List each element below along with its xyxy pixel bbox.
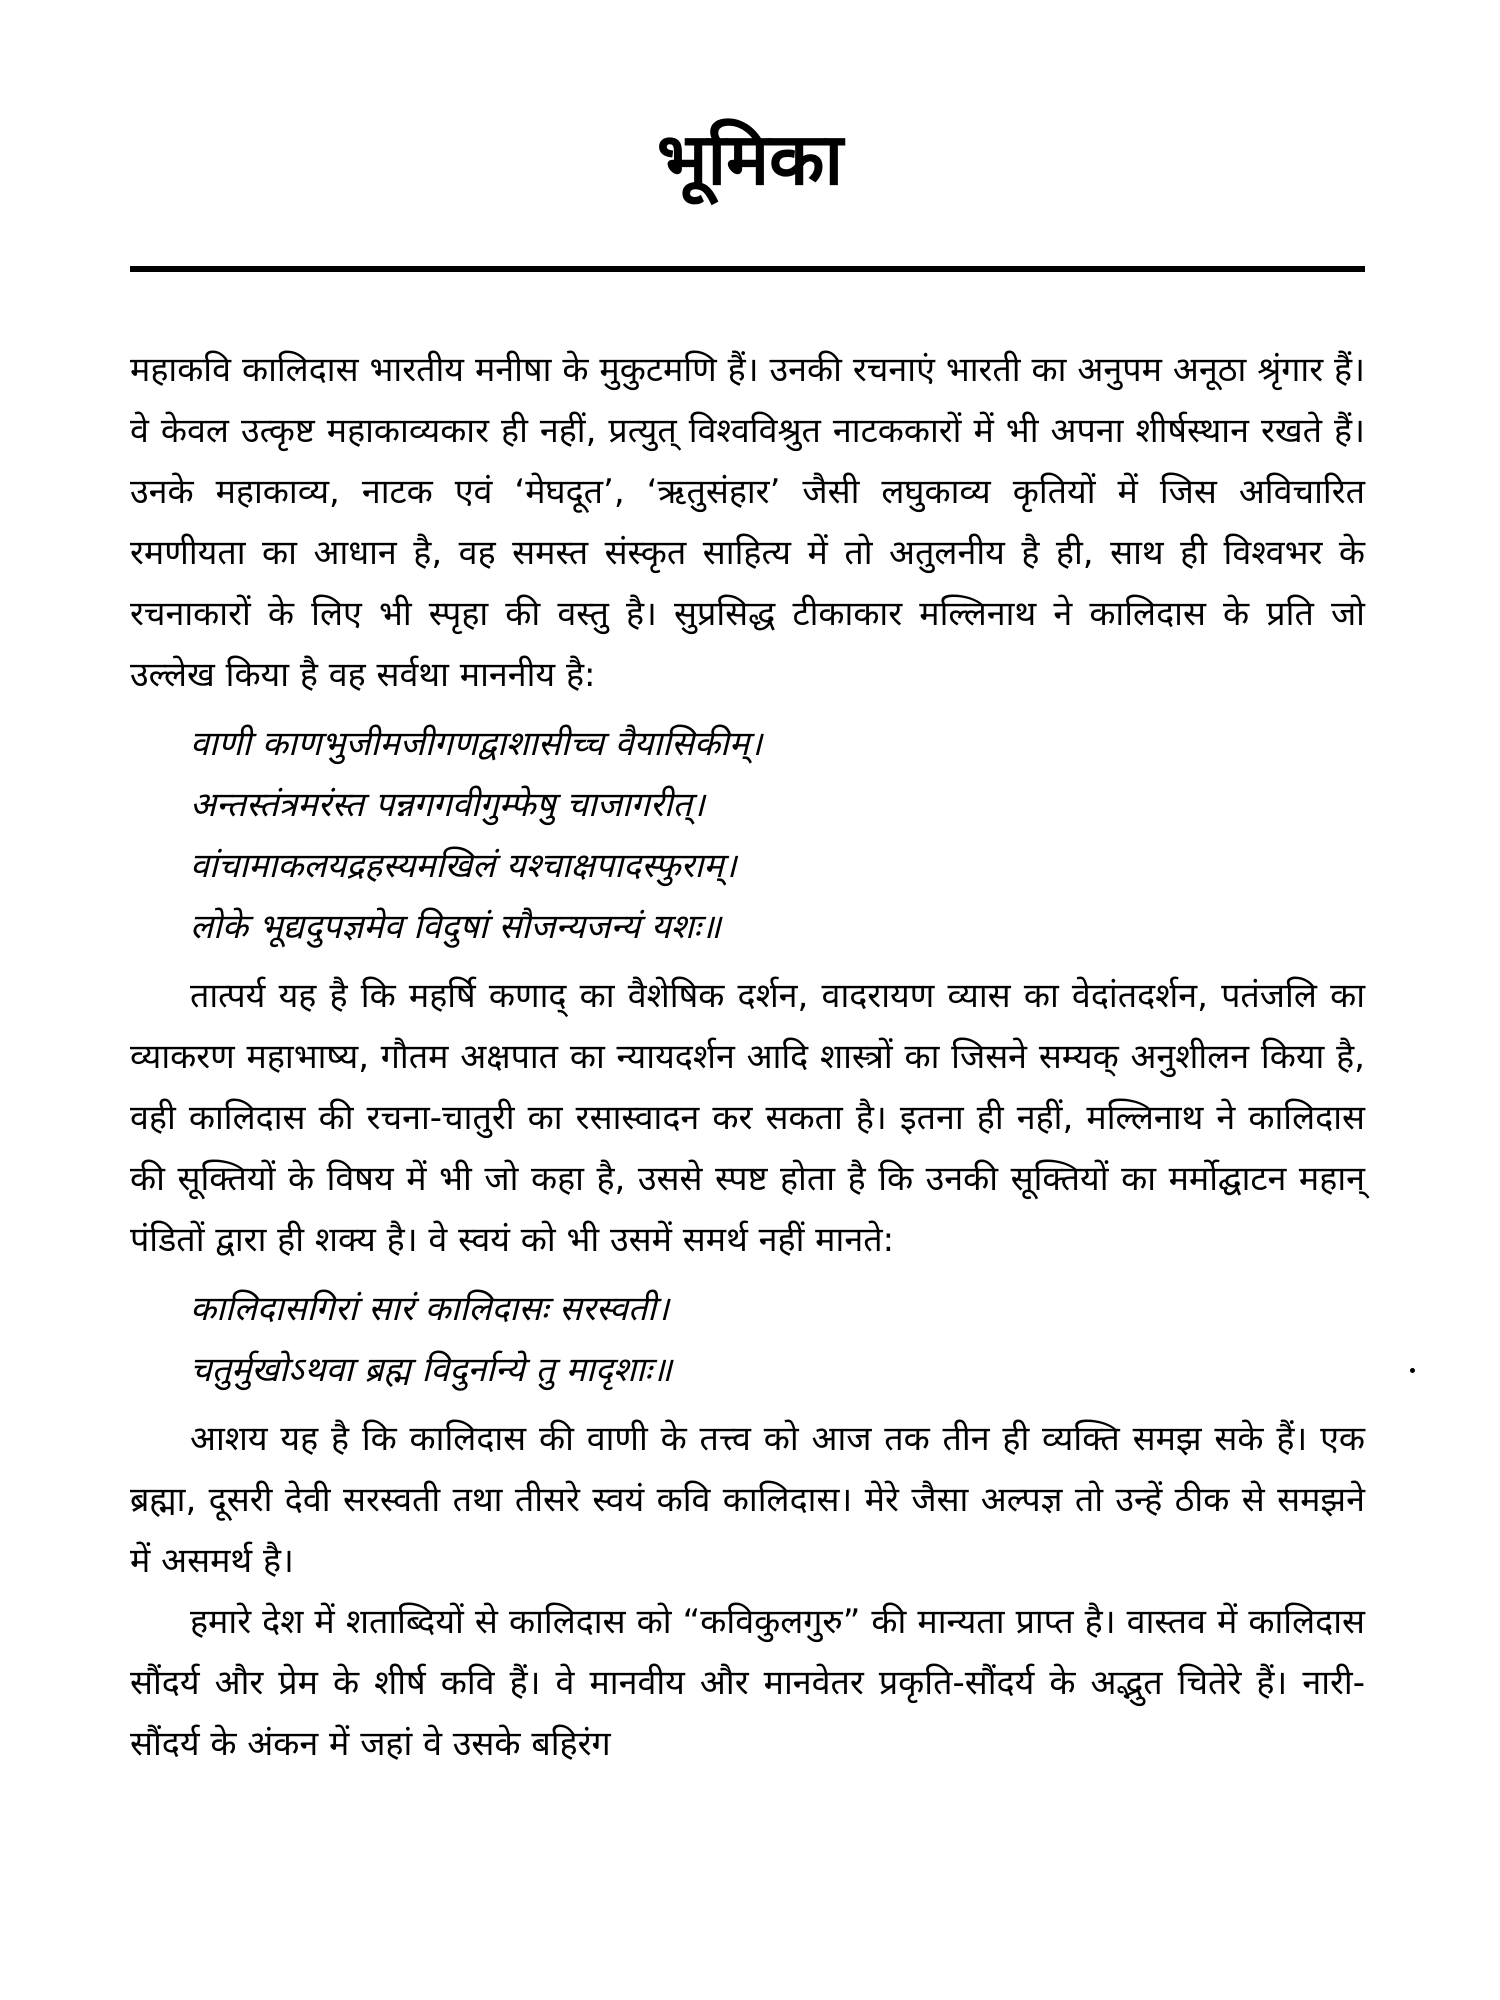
verse-line: चतुर्मुखोऽथवा ब्रह्म विदुर्नान्ये तु मादृशाः॥ xyxy=(190,1350,673,1390)
spacer xyxy=(130,958,1365,966)
paragraph-intro: महाकवि कालिदास भारतीय मनीषा के मुकुटमणि हैं। उनकी रचनाएं भारती का अनुपम अनूठा श्रृंगार हैं। वे केवल उत्कृष्ट महाकाव्यकार ही नहीं, प्रत्युत् विश्वविश्रुत नाटककारों में भी अपना शीर्षस्थान रखते हैं। उनके महाकाव्य, नाटक एवं ‘मेघदूत’, ‘ऋतुसंहार’ जैसी लघुकाव्य कृतियों में जिस अविचारित रमणीयता का आधान है, वह समस्त संस्कृत साहित्य में तो अतुलनीय है ही, साथ ही विश्वभर के रचनाकारों के लिए भी स्पृहा की वस्तु है। सुप्रसिद्ध टीकाकार मल्लिनाथ ने कालिदास के प्रति जो उल्लेख किया है वह सर्वथा माननीय है: xyxy=(130,350,1365,695)
paragraph-meaning: आशय यह है कि कालिदास की वाणी के तत्त्व को आज तक तीन ही व्यक्ति समझ सके हैं। एक ब्रह्मा, दूसरी देवी सरस्वती तथा तीसरे स्वयं कवि कालिदास। मेरे जैसा अल्पज्ञ तो उन्हें ठीक से समझने में असमर्थ है। xyxy=(130,1419,1365,1581)
paragraph-explanation: तात्पर्य यह है कि महर्षि कणाद् का वैशेषिक दर्शन, वादरायण व्यास का वेदांतदर्शन, पतंजलि का व्याकरण महाभाष्य, गौतम अक्षपात का न्यायदर्शन आदि शास्त्रों का जिसने सम्यक् अनुशीलन किया है, वही कालिदास की रचना-चातुरी का रसास्वादन कर सकता है। इतना ही नहीं, मल्लिनाथ ने कालिदास की सूक्तियों के विषय में भी जो कहा है, उससे स्पष्ट होता है कि उनकी सूक्तियों का मर्मोद्घाटन महान् पंडितों द्वारा ही शक्य है। वे स्वयं को भी उसमें समर्थ नहीं मानते: xyxy=(130,976,1365,1260)
title-divider xyxy=(130,266,1365,272)
spacer xyxy=(130,706,1365,714)
page-body xyxy=(130,340,1365,1775)
verse-line: लोके भूद्यदुपज्ञमेव विदुषां सौजन्यजन्यं यशः॥ xyxy=(190,907,721,947)
verse-line: अन्तस्तंत्रमरंस्त पन्नगगवीगुम्फेषु चाजागरीत्। xyxy=(190,785,705,825)
verse-line: वाणी काणभुजीमजीगणद्वाशासीच्च वैयासिकीम्। xyxy=(190,724,763,764)
verse-line: वांचामाकलयद्रहस्यमखिलं यश्चाक्षपादस्फुराम्। xyxy=(190,846,737,886)
spacer xyxy=(130,1401,1365,1409)
paragraph-kavikulaguru: हमारे देश में शताब्दियों से कालिदास को “कविकुलगुरु” की मान्यता प्राप्त है। वास्तव में कालिदास सौंदर्य और प्रेम के शीर्ष कवि हैं। वे मानवीय और मानवेतर प्रकृति-सौंदर्य के अद्भुत चितेरे हैं। नारी-सौंदर्य के अंकन में जहां वे उसके बहिरंग xyxy=(130,1602,1365,1764)
sanskrit-verse-1 xyxy=(130,714,1365,958)
sanskrit-verse-2 xyxy=(130,1279,1365,1401)
spacer xyxy=(130,1271,1365,1279)
verse-line: कालिदासगिरां सारं कालिदासः सरस्वती। xyxy=(190,1289,669,1329)
page-title: भूमिका xyxy=(656,117,844,201)
print-speck xyxy=(1410,1368,1415,1373)
